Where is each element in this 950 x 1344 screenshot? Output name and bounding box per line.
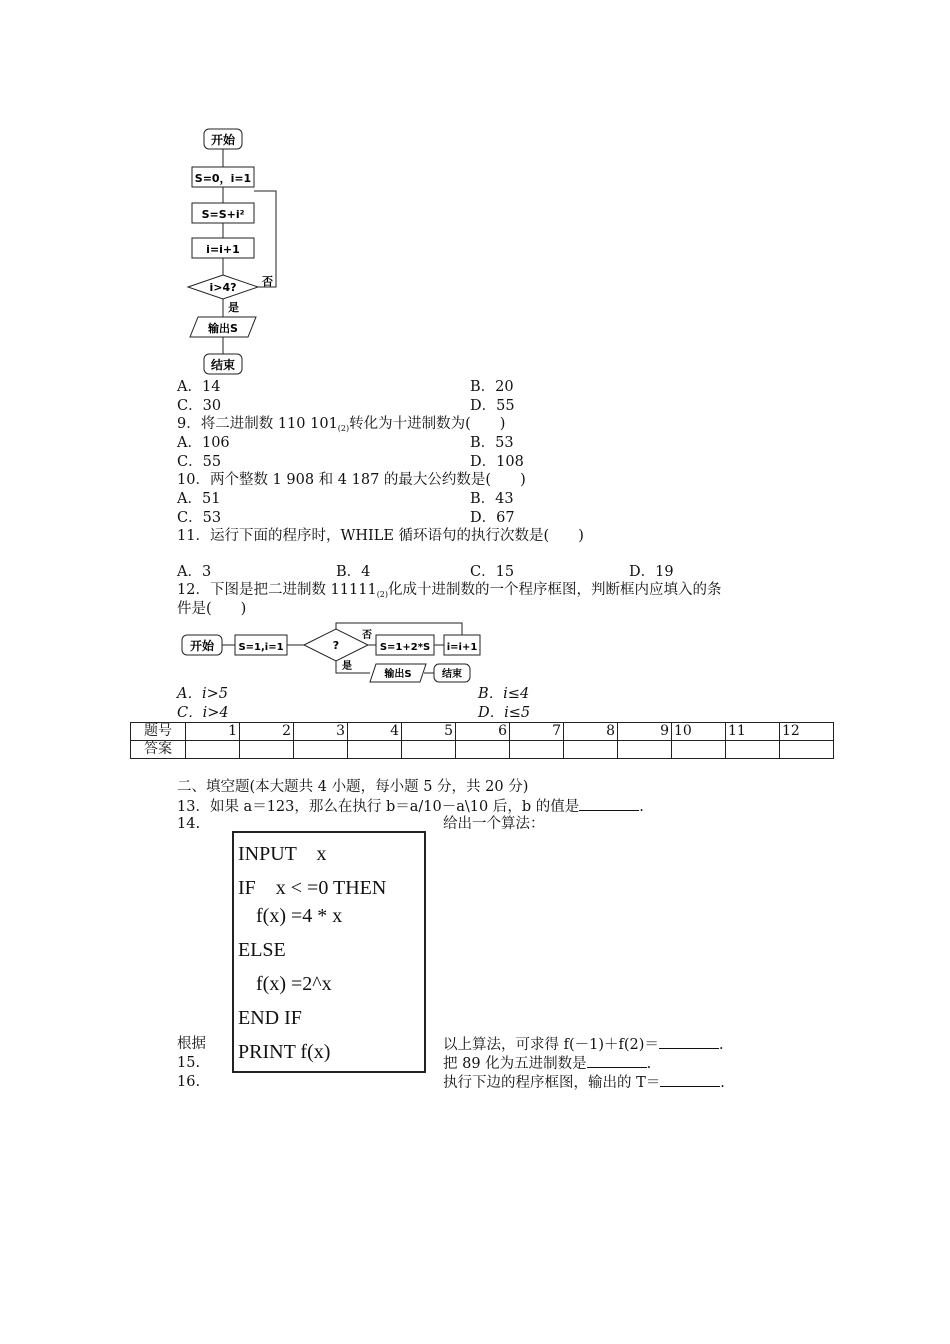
q12-stem: 12．下图是把二进制数 $11111_{(2)}$化成十进制数的一个程序框图，判断框内应填入的条 [177,582,722,599]
q8-option-d: D．55 [470,398,515,414]
fc2-yes: 是 [342,661,352,672]
answer-cell[interactable] [348,741,402,759]
fc2-end: 结束 [442,669,462,680]
answer-table-label-number: 题号 [131,723,186,741]
q12-option-b: B．i≤4 [478,686,530,702]
q10-option-b: B．43 [470,491,514,507]
q8-option-c: C．30 [177,398,222,414]
fc1-step1: S=S+i² [201,208,245,221]
answer-cell[interactable] [618,741,672,759]
answer-cell[interactable] [402,741,456,759]
answer-cell[interactable] [726,741,780,759]
answer-cell[interactable] [564,741,618,759]
fc1-end: 结束 [210,358,236,372]
answer-cell[interactable] [240,741,294,759]
answer-table-number: 9 [618,723,672,741]
program-line: INPUT x [238,843,327,865]
flowchart-binary-conversion [180,620,490,690]
q14-intro: 给出一个算法： [443,816,545,832]
q10-option-d: D．67 [470,510,515,526]
q12-option-a: A．i>5 [177,686,228,702]
answer-table-number: 2 [240,723,294,741]
q9-option-d: D．108 [470,454,524,470]
q11-stem: 11．运行下面的程序时，WHILE 循环语句的执行次数是( ) [177,528,584,544]
q12-option-d: D．i≤5 [478,705,531,721]
q15-number: 15. [177,1055,201,1071]
program-line: PRINT f(x) [238,1041,331,1063]
answer-table-number: 4 [348,723,402,741]
answer-table-number: 6 [456,723,510,741]
q9-option-b: B．53 [470,435,514,451]
program-line: END IF [238,1007,302,1029]
section-2-title: 二、填空题(本大题共 4 小题，每小题 5 分，共 20 分) [177,779,529,795]
q16-number: 16. [177,1074,201,1090]
q15-blank[interactable] [587,1054,647,1068]
fc2-cond: ? [332,639,340,652]
fc2-inc: i=i+1 [446,642,478,653]
q13-text: 13．如果 a＝123，那么在执行 b＝a/10－a\10 后，b 的值是 . [177,799,644,815]
fc2-start: 开始 [189,639,215,653]
answer-cell[interactable] [294,741,348,759]
program-line: f(x) =4 * x [256,905,343,927]
q16-blank[interactable] [660,1073,720,1087]
answer-table-number: 12 [780,723,834,741]
answer-table-header-row [131,723,834,741]
answer-cell[interactable] [510,741,564,759]
fc2-init: S=1,i=1 [238,642,284,653]
q11-option-a: A．3 [177,564,212,580]
q14-text: 以上算法，可求得 f(－1)＋f(2)＝ . [443,1037,724,1053]
fc1-yes: 是 [228,301,239,314]
flowchart-sum-of-squares [180,125,300,380]
q13-blank[interactable] [579,797,639,811]
answer-cell[interactable] [780,741,834,759]
q12-option-c: C．i>4 [177,705,229,721]
q9-option-a: A．106 [177,435,230,451]
q9-stem: 9．将二进制数 110 $101_{(2)}$转化为十进制数为( ) [177,416,506,433]
algorithm-program-box [232,831,426,1073]
answer-table-number: 10 [672,723,726,741]
q11-option-b: B．4 [336,564,371,580]
q8-option-a: A．14 [177,379,221,395]
answer-cell[interactable] [672,741,726,759]
q11-option-d: D．19 [629,564,674,580]
answer-cell[interactable] [456,741,510,759]
answer-table [130,722,834,759]
answer-table-number: 8 [564,723,618,741]
fc2-no: 否 [362,630,372,641]
q14-blank[interactable] [659,1035,719,1049]
q9-option-c: C．55 [177,454,222,470]
answer-table-number: 11 [726,723,780,741]
fc1-start: 开始 [210,133,236,147]
answer-table-number: 3 [294,723,348,741]
program-line: IF x < =0 THEN [238,877,387,899]
fc2-output: 输出S [384,669,412,680]
fc1-step2: i=i+1 [206,243,240,256]
q11-option-c: C．15 [470,564,515,580]
fc2-step: S=1+2*S [379,642,431,653]
answer-table-number: 7 [510,723,564,741]
q10-option-a: A．51 [177,491,221,507]
fc1-cond: i>4? [209,281,237,294]
answer-cell[interactable] [186,741,240,759]
q12-stem-cont: 件是( ) [177,601,247,617]
q10-stem: 10．两个整数 1 908 和 4 187 的最大公约数是( ) [177,472,526,488]
q10-option-c: C．53 [177,510,222,526]
answer-table-number: 5 [402,723,456,741]
fc1-no: 否 [262,275,273,288]
program-line: f(x) =2^x [256,973,332,995]
q14-number: 14. [177,816,201,832]
answer-table-label-answer: 答案 [131,741,186,759]
answer-table-number: 1 [186,723,240,741]
q15-text: 把 89 化为五进制数是 . [443,1056,652,1072]
program-line: ELSE [238,939,286,961]
q8-option-b: B．20 [470,379,514,395]
q16-text: 执行下边的程序框图，输出的 T＝ . [443,1075,725,1091]
q14-lead: 根据 [177,1036,206,1052]
fc1-init: S=0，i=1 [194,172,252,185]
fc1-output: 输出S [208,322,238,335]
answer-table-answer-row [131,741,834,759]
